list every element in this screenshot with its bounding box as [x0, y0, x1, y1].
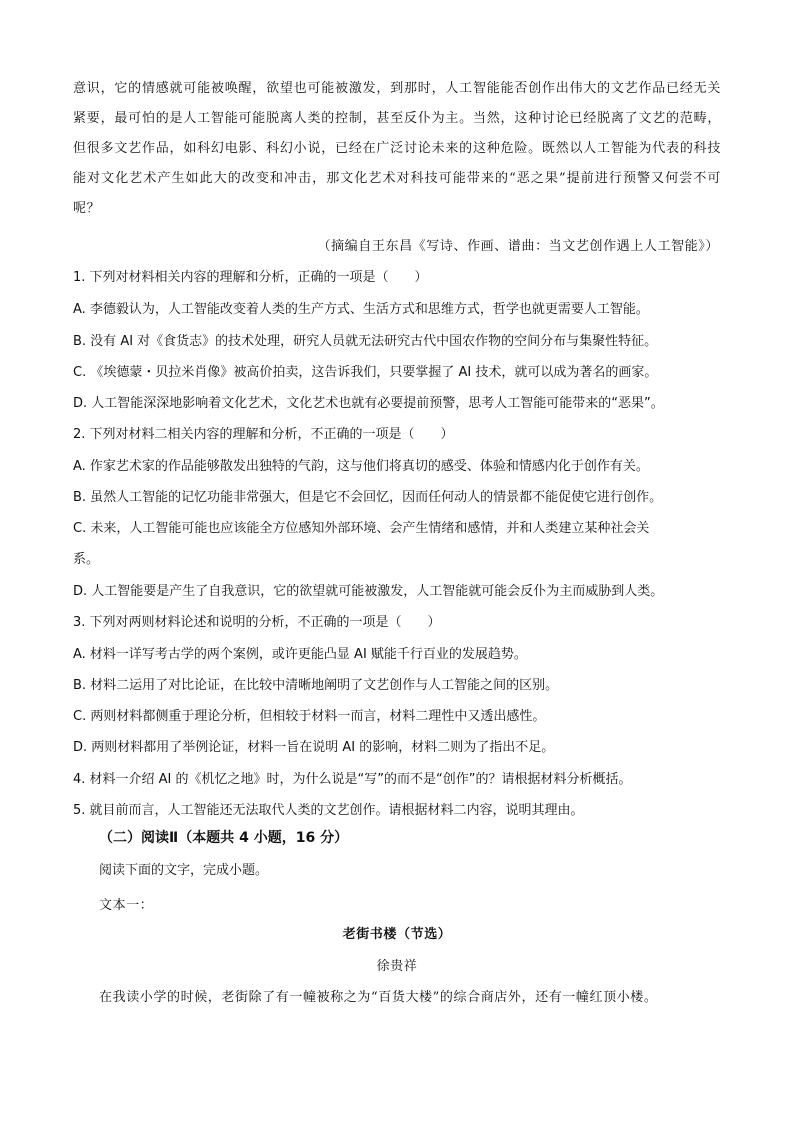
question-3-option-b: B. 材料二运用了对比论证，在比较中清晰地阐明了文艺创作与人工智能之间的区别。: [73, 678, 559, 693]
question-1-stem: 1. 下列对材料相关内容的理解和分析，正确的一项是（ ）: [73, 270, 428, 285]
question-1-option-a: A. 李德毅认为，人工智能改变着人类的生产方式、生活方式和思维方式，哲学也就更需要人工智能。: [73, 302, 649, 317]
question-2-option-d: D. 人工智能要是产生了自我意识，它的欲望就可能被激发，人工智能就可能会反仆为主而威胁到人类。: [73, 584, 664, 599]
question-2-option-c-cont: 系。: [73, 552, 100, 567]
story-title: 老街书楼（节选）: [342, 927, 452, 942]
question-3-option-c: C. 两则材料都侧重于理论分析，但相较于材料一而言，材料二理性中又透出感性。: [73, 709, 546, 724]
question-2-option-c: C. 未来，人工智能可能也应该能全方位感知外部环境、会产生情绪和感情，并和人类建立某种社会关: [73, 521, 650, 536]
question-5-stem: 5. 就目前而言，人工智能还无法取代人类的文艺创作。请根据材料二内容，说明其理由。: [73, 803, 584, 818]
material-paragraph: 意识，它的情感就可能被唤醒，欲望也可能被激发，到那时，人工智能能否创作出伟大的文艺作品已经无关紧要，最可怕的是人工智能可能脱离人类的控制，甚至反仆为主。当然，这种讨论已经脱离了文艺的范畴，但很多文艺作品，如科幻电影、科幻小说，已经在广泛讨论未来的这种危险。既然以人工智能为代表的科技能对文化艺术产生如此大的改变和冲击，那文化艺术对科技可能带来的“恶之果”提前进行预警又何尝不可呢？: [73, 81, 721, 216]
question-1-option-b: B. 没有 AI 对《食货志》的技术处理，研究人员就无法研究古代中国农作物的空间分布与集聚性特征。: [73, 334, 658, 349]
question-2-option-b: B. 虽然人工智能的记忆功能非常强大，但是它不会回忆，因而任何动人的情景都不能促使它进行创作。: [73, 490, 663, 505]
question-1-option-d: D. 人工智能深深地影响着文化艺术，文化艺术也就有必要提前预警，思考人工智能可能带来的“恶果”。: [73, 396, 664, 411]
question-3-option-d: D. 两则材料都用了举例论证，材料一旨在说明 AI 的影响，材料二则为了指出不足。: [73, 740, 555, 755]
section-heading: （二）阅读Ⅱ（本题共 4 小题，16 分）: [99, 830, 349, 846]
reading-instruction: 阅读下面的文字，完成小题。: [99, 863, 269, 878]
source-note: （摘编自王东昌《写诗、作画、谱曲：当文艺创作遇上人工智能》）: [317, 239, 719, 254]
question-3-stem: 3. 下列对两则材料论述和说明的分析，不正确的一项是（ ）: [73, 615, 441, 630]
question-1-option-c: C. 《埃德蒙・贝拉米肖像》被高价拍卖，这告诉我们，只要掌握了 AI 技术，就可以成为著名的画家。: [73, 365, 658, 380]
question-4-stem: 4. 材料一介绍 AI 的《机忆之地》时，为什么说是“写”的而不是“创作”的？请根据材料分析概括。: [73, 772, 632, 787]
question-2-stem: 2. 下列对材料二相关内容的理解和分析，不正确的一项是（ ）: [73, 427, 454, 442]
question-2-option-a: A. 作家艺术家的作品能够散发出独特的气韵，这与他们将真切的感受、体验和情感内化于创作有关。: [73, 459, 649, 474]
question-3-option-a: A. 材料一详写考古学的两个案例，或许更能凸显 AI 赋能千行百业的发展趋势。: [73, 647, 527, 662]
text-label: 文本一：: [99, 898, 154, 913]
story-first-line: 在我读小学的时候，老街除了有一幢被称之为“百货大楼”的综合商店外，还有一幢红顶小楼。: [99, 990, 658, 1005]
story-author: 徐贵祥: [376, 959, 418, 974]
